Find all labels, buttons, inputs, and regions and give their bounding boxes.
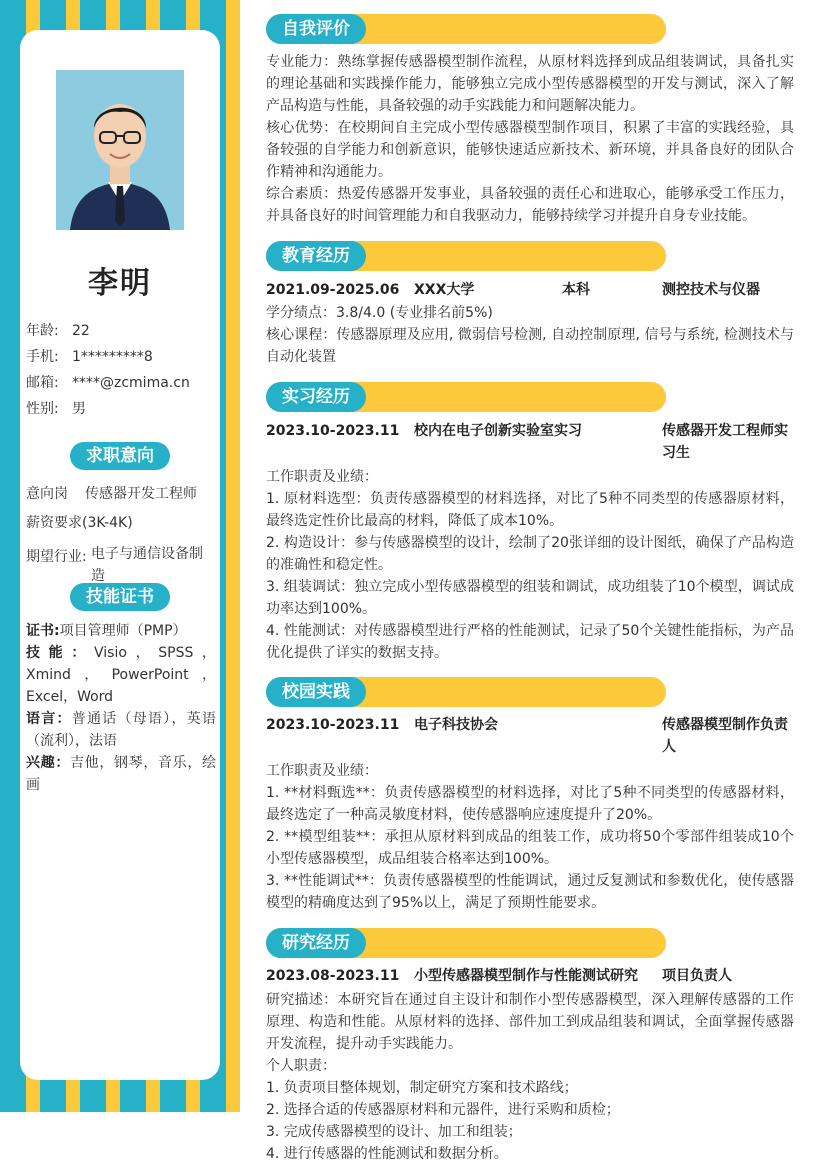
skill-certificate-label: 证书: xyxy=(26,623,60,639)
info-email-value: ****@zcmima.cn xyxy=(72,375,190,391)
research-project: 小型传感器模型制作与性能测试研究 xyxy=(414,968,638,984)
internship-period: 2023.10-2023.11 xyxy=(266,423,400,439)
intent-salary-label: 薪资要求 xyxy=(26,515,82,531)
section-self-eval-title: 自我评价 xyxy=(266,14,366,44)
skill-certificate-value: 项目管理师（PMP） xyxy=(59,623,187,639)
intent-salary xyxy=(26,512,216,534)
section-research-header xyxy=(266,928,666,958)
education-period: 2021.09-2025.06 xyxy=(266,282,400,298)
self-eval-line: 综合素质：热爱传感器开发事业，具备较强的责任心和进取心，能够承受工作压力，并具备良好的时间管理能力和自我驱动力，能够持续学习并提升自身专业技能。 xyxy=(266,186,794,224)
self-eval-line: 专业能力：熟练掌握传感器模型制作流程，从原材料选择到成品组装调试，具备扎实的理论基础和实践操作能力，能够独立完成小型传感器模型的开发与测试，深入了解产品构造与性能，具备较强的动手实践能力和问题解决能力。 xyxy=(266,54,794,114)
internship-line: 2. 构造设计：参与传感器模型的设计，绘制了20张详细的设计图纸，确保了产品构造的准确性和稳定性。 xyxy=(266,535,794,573)
research-body xyxy=(266,989,794,1160)
campus-line: 1. **材料甄选**：负责传感器模型的材料选择，对比了5种不同类型的传感器材料，最终选定了一种高灵敏度材料，使传感器响应速度提升了20%。 xyxy=(266,785,794,823)
intent-position-value: 传感器开发工程师 xyxy=(85,486,197,502)
education-gpa: 学分绩点：3.8/4.0 (专业排名前5%) xyxy=(266,305,493,321)
info-gender xyxy=(26,399,86,419)
internship-role: 传感器开发工程师实习生 xyxy=(662,423,788,461)
intent-position-label: 意向岗 xyxy=(26,486,68,502)
education-courses: 核心课程：传感器原理及应用, 微弱信号检测, 自动控制原理, 信号与系统, 检测技术与自动化装置 xyxy=(266,327,794,365)
skills-heading: 技能证书 xyxy=(70,583,170,611)
research-period: 2023.08-2023.11 xyxy=(266,968,400,984)
section-internship-title: 实习经历 xyxy=(266,382,366,412)
skill-tools-value: Visio，SPSS，Xmind，PowerPoint，Excel，Word xyxy=(26,645,217,705)
self-eval-body xyxy=(266,51,794,227)
section-internship-header xyxy=(266,382,666,412)
section-education-header xyxy=(266,241,666,271)
skill-language-value: 普通话（母语），英语（流利），法语 xyxy=(26,711,216,749)
skills-list xyxy=(26,620,216,796)
internship-row xyxy=(266,420,794,464)
research-line: 2. 选择合适的传感器原材料和元器件，进行采购和质检； xyxy=(266,1102,620,1118)
info-gender-value: 男 xyxy=(72,401,86,417)
profile-photo-illustration xyxy=(56,70,184,230)
campus-row xyxy=(266,714,794,758)
education-major: 测控技术与仪器 xyxy=(662,282,760,298)
research-line: 研究描述：本研究旨在通过自主设计和制作小型传感器模型，深入理解传感器的工作原理、构造和性能。从原材料的选择、部件加工到成品组装和调试，全面掌握传感器开发流程，提升动手实践能力。 xyxy=(266,992,794,1052)
skill-interests-value: 吉他，钢琴，音乐，绘画 xyxy=(26,755,216,793)
intent-heading: 求职意向 xyxy=(70,442,170,470)
campus-role: 传感器模型制作负责人 xyxy=(662,717,788,755)
section-research-title: 研究经历 xyxy=(266,928,366,958)
campus-period: 2023.10-2023.11 xyxy=(266,717,400,733)
campus-line: 工作职责及业绩： xyxy=(266,763,378,779)
research-line: 1. 负责项目整体规划，制定研究方案和技术路线； xyxy=(266,1080,578,1096)
section-education-title: 教育经历 xyxy=(266,241,366,271)
campus-body xyxy=(266,760,794,914)
internship-body xyxy=(266,466,794,664)
info-phone-value: 1*********8 xyxy=(72,349,153,365)
info-age-label: 年龄: xyxy=(26,323,59,339)
info-email xyxy=(26,373,190,393)
info-age xyxy=(26,321,90,341)
research-role: 项目负责人 xyxy=(662,968,732,984)
candidate-name: 李明 xyxy=(88,266,152,301)
skill-language xyxy=(26,708,216,752)
info-email-label: 邮箱: xyxy=(26,375,59,391)
internship-line: 工作职责及业绩： xyxy=(266,469,378,485)
internship-line: 3. 组装调试：独立完成小型传感器模型的组装和调试，成功组装了10个模型，调试成功率达到100%。 xyxy=(266,579,794,617)
info-age-value: 22 xyxy=(72,323,90,339)
campus-line: 3. **性能调试**：负责传感器模型的性能调试，通过反复测试和参数优化，使传感器模型的精确度达到了95%以上，满足了预期性能要求。 xyxy=(266,873,794,911)
intent-industry-value: 电子与通信设备制造 xyxy=(91,546,203,583)
section-self-eval-header xyxy=(266,14,666,44)
skill-tools xyxy=(26,642,216,708)
education-degree: 本科 xyxy=(562,282,590,298)
intent-industry-label: 期望行业: xyxy=(26,549,87,565)
intent-position xyxy=(26,483,216,505)
self-eval-line: 核心优势：在校期间自主完成小型传感器模型制作项目，积累了丰富的实践经验，具备较强的自学能力和创新意识，能够快速适应新技术、新环境，并具备良好的团队合作精神和沟通能力。 xyxy=(266,120,794,180)
internship-line: 4. 性能测试：对传感器模型进行严格的性能测试，记录了50个关键性能指标，为产品优化提供了详实的数据支持。 xyxy=(266,623,794,661)
education-school: XXX大学 xyxy=(414,282,475,298)
skill-language-label: 语言： xyxy=(26,711,72,727)
skill-tools-label: 技能： xyxy=(26,645,94,661)
info-gender-label: 性别: xyxy=(26,401,59,417)
skill-interests-label: 兴趣： xyxy=(26,755,70,771)
internship-line: 1. 原材料选型：负责传感器模型的材料选择，对比了5种不同类型的传感器原材料，最终选定性价比最高的材料，降低了成本10%。 xyxy=(266,491,794,529)
info-phone xyxy=(26,347,153,367)
info-phone-label: 手机: xyxy=(26,349,59,365)
research-row xyxy=(266,965,794,987)
intent-industry xyxy=(26,543,216,583)
campus-line: 2. **模型组装**：承担从原材料到成品的组装工作，成功将50个零部件组装成10个小型传感器模型，成品组装合格率达到100%。 xyxy=(266,829,794,867)
section-campus-header xyxy=(266,677,666,707)
skill-certificate xyxy=(26,620,216,642)
intent-salary-value: (3K-4K) xyxy=(82,515,133,531)
education-body xyxy=(266,302,794,368)
research-line: 个人职责： xyxy=(266,1058,336,1074)
skill-interests xyxy=(26,752,216,796)
research-line: 4. 进行传感器的性能测试和数据分析。 xyxy=(266,1146,508,1160)
research-line: 3. 完成传感器模型的设计、加工和组装； xyxy=(266,1124,522,1140)
profile-photo xyxy=(56,70,184,230)
section-campus-title: 校园实践 xyxy=(266,677,366,707)
campus-org: 电子科技协会 xyxy=(414,717,498,733)
internship-org: 校内在电子创新实验室实习 xyxy=(414,423,582,439)
